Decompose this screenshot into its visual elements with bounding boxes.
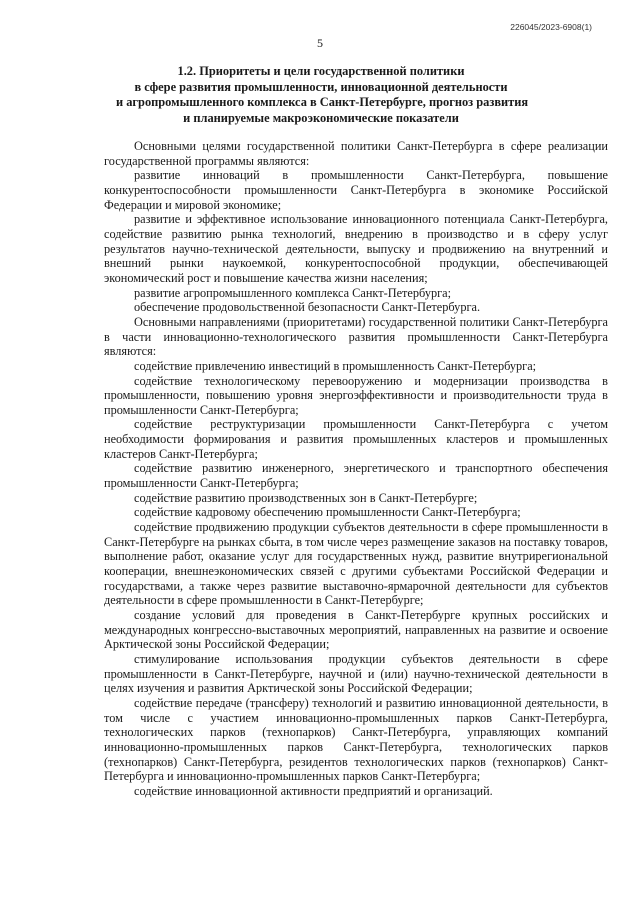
document-body <box>104 139 608 799</box>
body-paragraph: развитие и эффективное использование инновационного потенциала Санкт-Петербурга, содействие развитию рынка технологий, внедрению в производство и в сферу услуг результатов научно-технической деятельности, выпуску и продвижению на внутренний и внешний рынки наукоемкой, конкурентоспособной продукции, обеспечивающей экономический рост и повышение качества жизни населения; <box>104 212 608 285</box>
body-paragraph: Основными направлениями (приоритетами) государственной политики Санкт-Петербурга в части инновационно-технологического развития промышленности Санкт-Петербурга являются: <box>104 314 608 359</box>
body-paragraph: создание условий для проведения в Санкт-Петербурге крупных российских и международных конгрессно-выставочных мероприятий, направленных на развитие и освоение Арктической зоны Российской Федерации; <box>104 608 608 652</box>
body-paragraph: обеспечение продовольственной безопасности Санкт-Петербурга. <box>134 300 481 315</box>
body-paragraph: содействие привлечению инвестиций в промышленность Санкт-Петербурга; <box>134 358 537 373</box>
body-paragraph: содействие передаче (трансферу) технологий и развитию инновационной деятельности, в том числе с участием инновационно-промышленных парков Санкт-Петербурга, технологических парков (технопарков) Санкт-Петербурга, управляющих компаний инновационно-промышленных парков Санкт-Петербурга, технологических парков (технопарков) Санкт-Петербурга, резидентов технологических парков (технопарков) Санкт-Петербурга и инновационно-промышленных парков Санкт-Петербурга; <box>104 695 608 784</box>
section-heading-line: 1.2. Приоритеты и цели государственной политики <box>177 64 465 78</box>
section-heading-line: и агропромышленного комплекса в Санкт-Петербурге, прогноз развития <box>116 95 529 109</box>
body-paragraph: содействие технологическому перевооружению и модернизации производства в промышленности, повышению уровня энергоэффективности и производительности труда в промышленности Санкт-Петербурга; <box>104 373 608 417</box>
page-number: 5 <box>317 36 323 50</box>
body-paragraph: содействие продвижению продукции субъектов деятельности в сфере промышленности в Санкт-Петербурге на рынках сбыта, в том числе через размещение заказов на поставку товаров, выполнение работ, оказание услуг для государственных нужд, развитие внутрирегиональной кооперации, внешнеэкономических связей с другими субъектами Российской Федерации и государствами, а также через развитие выставочно-ярмарочной деятельности для субъектов деятельности в сфере промышленности в Санкт-Петербурге; <box>104 520 608 608</box>
body-paragraph: Основными целями государственной политики Санкт-Петербурга в сфере реализации государственной программы являются: <box>104 139 608 168</box>
document-registration-number: 226045/2023-6908(1) <box>510 22 592 32</box>
body-paragraph: содействие развитию инженерного, энергетического и транспортного обеспечения промышленности Санкт-Петербурга; <box>104 461 608 491</box>
section-heading-line: в сфере развития промышленности, инновационной деятельности <box>134 79 508 94</box>
body-paragraph: стимулирование использования продукции субъектов деятельности в сфере промышленности в Санкт-Петербурге, научной и (или) научно-технической деятельности в целях изучения и развития Арктической зоны Российской Федерации; <box>104 651 608 696</box>
body-paragraph: содействие кадровому обеспечению промышленности Санкт-Петербурга; <box>134 505 521 520</box>
body-paragraph: содействие развитию производственных зон в Санкт-Петербурге; <box>134 490 478 505</box>
section-heading <box>116 64 529 126</box>
body-paragraph: развитие агропромышленного комплекса Санкт-Петербурга; <box>134 285 452 300</box>
body-paragraph: содействие инновационной активности предприятий и организаций. <box>134 783 493 798</box>
section-heading-line: и планируемые макроэкономические показатели <box>183 110 459 125</box>
body-paragraph: содействие реструктуризации промышленности Санкт-Петербурга с учетом необходимости формирования и развития промышленных кластеров и промышленных кластеров Санкт-Петербурга; <box>104 417 608 461</box>
body-paragraph: развитие инноваций в промышленности Санкт-Петербурга, повышение конкурентоспособности промышленности Санкт-Петербурга в экономике Российской Федерации и мировой экономике; <box>104 168 608 212</box>
